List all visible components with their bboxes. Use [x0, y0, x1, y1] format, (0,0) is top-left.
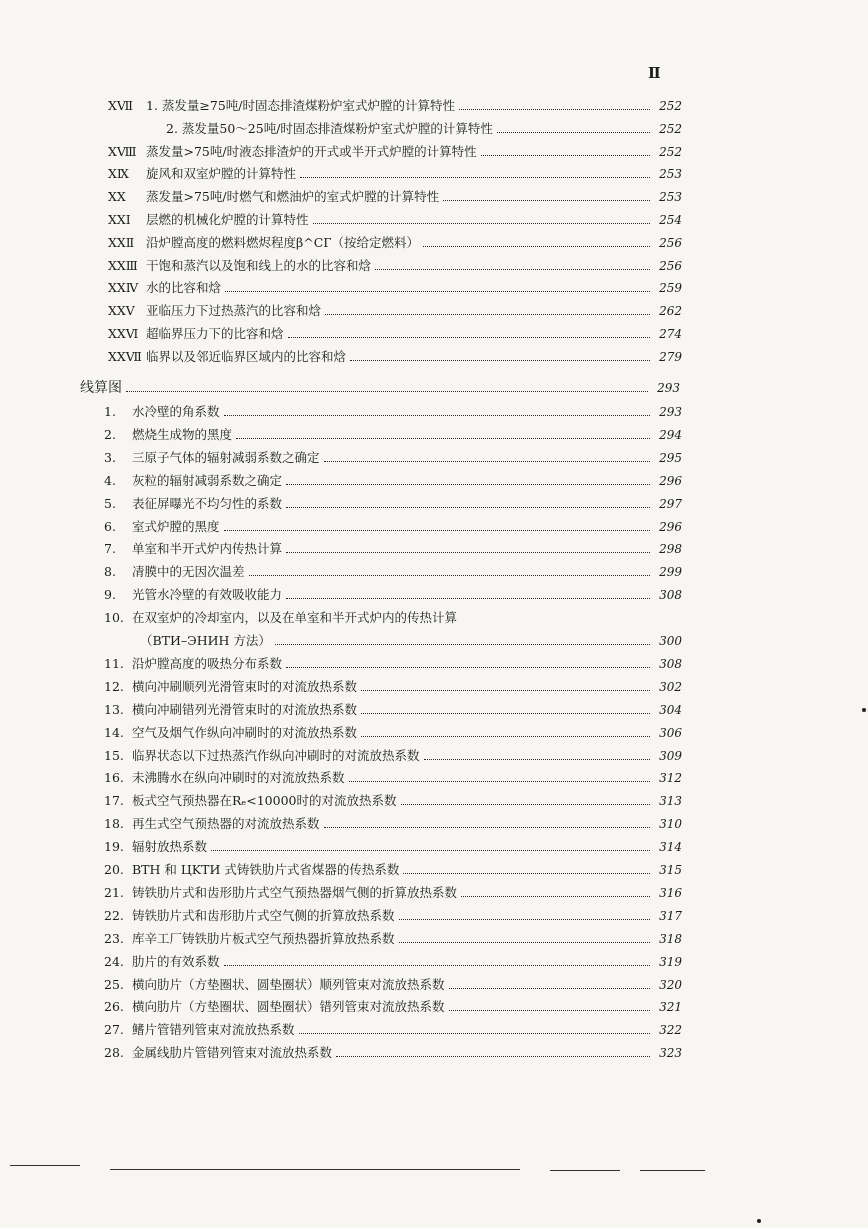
toc-entry-number: XⅦ — [108, 98, 134, 113]
toc-entry-label: 临界以及邻近临界区域内的比容和焓 — [146, 348, 347, 364]
leader-dots — [336, 1036, 650, 1057]
leader-dots — [325, 294, 650, 315]
toc-entry-number: XX — [108, 189, 126, 205]
toc-entry-number: 24. — [104, 953, 124, 969]
leader-dots — [403, 853, 650, 874]
leader-dots — [313, 203, 650, 224]
leader-dots — [224, 510, 650, 531]
toc-entry-label: 室式炉膛的黑度 — [132, 518, 220, 534]
toc-entry-page: 297 — [659, 496, 682, 511]
scan-artifact-line — [550, 1170, 620, 1171]
toc-entry-label: 横向冲刷顺列光滑管束时的对流放热系数 — [132, 678, 358, 694]
toc-entry-page: 302 — [659, 679, 682, 694]
toc-entry-number: XⅧ — [108, 143, 137, 159]
toc-entry-page: 317 — [659, 908, 682, 923]
toc-entry-number: 17. — [104, 793, 124, 809]
toc-entry-number: 27. — [104, 1022, 124, 1038]
toc-entry-label: 蒸发量>75吨/时燃气和燃油炉的室式炉膛的计算特性 — [146, 189, 440, 205]
toc-entry-label: 铸铁肋片式和齿形肋片式空气预热器烟气侧的折算放热系数 — [132, 884, 458, 900]
toc-entry-page: 319 — [659, 954, 682, 969]
toc-entry-page: 304 — [659, 702, 682, 717]
toc-entry-label: 光管水冷壁的有效吸收能力 — [132, 587, 283, 603]
toc-entry-label: 鳍片管错列管束对流放热系数 — [132, 1022, 295, 1038]
toc-entry-number: 26. — [104, 999, 124, 1015]
toc-entry-number: 7. — [104, 541, 116, 557]
leader-dots — [211, 830, 650, 851]
toc-entry-number: 15. — [104, 747, 124, 763]
toc-entry-number: 8. — [104, 564, 116, 580]
toc-entry-number: 16. — [104, 770, 124, 786]
leader-dots — [497, 112, 650, 133]
toc-entry[interactable] — [108, 347, 682, 367]
toc-entry-number: 11. — [104, 655, 124, 671]
leader-dots — [449, 968, 650, 989]
toc-entry-number: XXⅦ — [108, 348, 142, 364]
toc-entry-label: 辐射放热系数 — [132, 839, 208, 855]
toc-entry-label: 在双室炉的冷却室内，以及在单室和半开式炉内的传热计算 — [132, 610, 458, 626]
toc-entry-label: 板式空气预热器在Rₑ<10000时的对流放热系数 — [132, 793, 397, 809]
toc-entry-label: （ВТИ–ЭНИН 方法） — [140, 633, 271, 648]
scan-artifact-line — [10, 1165, 80, 1166]
leader-dots — [324, 441, 650, 462]
toc-entry-page: 279 — [659, 349, 682, 364]
leader-dots — [286, 464, 650, 485]
toc-entry-label: 凊膜中的无因次温差 — [132, 564, 245, 580]
toc-entry-label: 2. 蒸发量50～25吨/时固态排渣煤粉炉室式炉膛的计算特性 — [166, 120, 493, 136]
toc-entry-page: 294 — [659, 427, 682, 442]
leader-dots — [375, 249, 650, 270]
leader-dots — [350, 340, 650, 361]
scan-artifact-line — [110, 1169, 520, 1170]
toc-entry-page: 323 — [659, 1046, 682, 1061]
leader-dots — [300, 157, 650, 178]
toc-entry-label: 亚临压力下过热蒸汽的比容和焓 — [146, 303, 322, 319]
toc-entry-number: 5. — [104, 495, 116, 511]
leader-dots — [286, 487, 650, 508]
toc-entry-number: 23. — [104, 930, 124, 946]
toc-entry-label: 水的比容和焓 — [146, 280, 222, 296]
toc-entry-number: 19. — [104, 839, 124, 855]
toc-entry-number: 4. — [104, 472, 116, 488]
toc-entry-page: 256 — [659, 235, 682, 250]
leader-dots — [401, 784, 651, 805]
toc-entry-label: 单室和半开式炉内传热计算 — [132, 541, 283, 557]
toc-entry-number: 3. — [104, 449, 116, 465]
toc-entry-label: 超临界压力下的比容和焓 — [146, 326, 284, 341]
toc-entry-label: BTH 和 ЦKTИ 式铸铁肋片式省煤器的传热系数 — [132, 862, 400, 877]
toc-entry-page: 298 — [659, 542, 682, 557]
toc-entry-label: 三原子气体的辐射减弱系数之确定 — [132, 449, 320, 465]
toc-entry-number: 28. — [104, 1045, 124, 1061]
toc-entry-page: 252 — [659, 99, 682, 113]
toc-entry-label: 1. 蒸发量≥75吨/时固态排渣煤粉炉室式炉膛的计算特性 — [146, 98, 455, 113]
leader-dots — [399, 899, 650, 920]
toc-entry-label: 蒸发量>75吨/时液态排渣炉的开式或半开式炉膛的计算特性 — [146, 143, 477, 159]
toc-entry-label: 肋片的有效系数 — [132, 953, 220, 969]
toc-entry-label: 水冷壁的角系数 — [132, 404, 220, 419]
toc-entry-page: 308 — [659, 588, 682, 603]
toc-entry-page: 256 — [659, 258, 682, 273]
toc-entry-number: 20. — [104, 862, 124, 877]
leader-dots — [481, 135, 650, 156]
leader-dots — [443, 180, 650, 201]
toc-entry-label: 燃烧生成物的黑度 — [132, 426, 233, 442]
toc-entry-label: 临界状态以下过热蒸汽作纵向冲刷时的对流放热系数 — [132, 747, 420, 763]
toc-entry-page: 312 — [659, 771, 682, 786]
leader-dots — [299, 1013, 650, 1034]
toc-entry-page: 306 — [659, 725, 682, 740]
toc-entry-page: 320 — [659, 977, 682, 992]
leader-dots — [225, 271, 650, 292]
toc-entry-page: 252 — [659, 144, 682, 159]
leader-dots — [275, 624, 650, 645]
leader-dots — [288, 317, 650, 338]
toc-entry-page: 299 — [659, 565, 682, 580]
leader-dots — [126, 371, 648, 392]
toc-entry-label: 灰粒的辐射减弱系数之确定 — [132, 472, 283, 488]
leader-dots — [286, 647, 650, 668]
leader-dots — [236, 418, 650, 439]
leader-dots — [423, 226, 650, 247]
scan-artifact-line — [640, 1170, 705, 1171]
toc-entry-page: 308 — [659, 656, 682, 671]
toc-entry-number: 10. — [104, 610, 124, 626]
toc-entry-label: 空气及烟气作纵向冲刷时的对流放热系数 — [132, 724, 358, 740]
toc-entry-label: 旋风和双室炉膛的计算特性 — [146, 166, 297, 182]
toc-entry-page: 300 — [659, 634, 682, 648]
toc-entry-page: 313 — [659, 794, 682, 809]
leader-dots — [224, 395, 650, 416]
toc-entry-number: 1. — [104, 404, 116, 419]
toc-entry-page: 318 — [659, 931, 682, 946]
toc-entry-page: 274 — [659, 327, 682, 341]
toc-entry-page: 296 — [659, 473, 682, 488]
toc-entry-label: 横向肋片（方垫圈状、圆垫圈状）错列管束对流放热系数 — [132, 999, 445, 1015]
toc-entry-number: 21. — [104, 884, 124, 900]
toc-entry-page: 293 — [659, 405, 682, 419]
leader-dots — [249, 555, 650, 576]
toc-entry-number: XXⅡ — [108, 234, 135, 250]
toc-entry-number: 22. — [104, 907, 124, 923]
toc-entry-page: 296 — [659, 519, 682, 534]
leader-dots — [324, 807, 650, 828]
toc-entry-number: XXⅤ — [108, 303, 135, 319]
nomogram-heading-page: 293 — [657, 381, 680, 395]
toc-entry-number: XXⅣ — [108, 280, 139, 296]
leader-dots — [361, 693, 650, 714]
leader-dots — [449, 990, 650, 1011]
toc-entry-number: 18. — [104, 816, 124, 832]
toc-entry-label: 横向冲刷错列光滑管束时的对流放热系数 — [132, 701, 358, 717]
toc-entry-number: 25. — [104, 976, 124, 992]
scan-speck — [757, 1219, 761, 1223]
toc-entry-label: 未沸腾水在纵向冲刷时的对流放热系数 — [132, 770, 345, 786]
toc-entry-page: 253 — [659, 167, 682, 182]
toc-entry-page: 316 — [659, 885, 682, 900]
leader-dots — [361, 716, 650, 737]
toc-entry-page: 254 — [659, 213, 682, 227]
toc-entry-number: 13. — [104, 701, 124, 717]
toc-entry-label: 沿炉膛高度的吸热分布系数 — [132, 655, 283, 671]
toc-entry-label: 层燃的机械化炉膛的计算特性 — [146, 212, 309, 227]
toc-entry-page: 315 — [659, 863, 682, 877]
leader-dots — [286, 532, 650, 553]
toc-entry-page: 253 — [659, 190, 682, 205]
page-number: Ⅱ — [648, 64, 660, 82]
toc-entry-page: 314 — [659, 840, 682, 855]
toc-entry-number: XXⅠ — [108, 212, 131, 227]
toc-entry-page: 259 — [659, 281, 682, 296]
toc-entry-page: 252 — [659, 121, 682, 136]
toc-entry-number: 14. — [104, 724, 124, 740]
toc-entry-label: 表征屏曝光不均匀性的系数 — [132, 495, 283, 511]
toc-entry-label: 沿炉膛高度的燃料燃烬程度β^СГ（按给定燃料） — [146, 234, 420, 250]
toc-entry-label: 铸铁肋片式和齿形肋片式空气侧的折算放热系数 — [132, 907, 395, 923]
toc-entry-number: 2. — [104, 426, 116, 442]
leader-dots — [361, 670, 650, 691]
leader-dots — [461, 602, 650, 622]
toc-entry-number: 12. — [104, 678, 124, 694]
toc-entry-page: 310 — [659, 817, 682, 832]
toc-entry-number: XⅨ — [108, 166, 129, 182]
toc-entry-number: XXⅥ — [108, 326, 139, 341]
leader-dots — [424, 739, 650, 760]
leader-dots — [349, 761, 650, 782]
toc-entry-label: 横向肋片（方垫圈状、圆垫圈状）顺列管束对流放热系数 — [132, 976, 445, 992]
toc-entry-page: 309 — [659, 748, 682, 763]
toc-entry-label: 金属线肋片管错列管束对流放热系数 — [132, 1045, 333, 1061]
scan-speck — [862, 708, 866, 712]
leader-dots — [399, 922, 650, 943]
toc-entry[interactable] — [104, 1043, 682, 1063]
toc-entry-page: 322 — [659, 1023, 682, 1038]
leader-dots — [224, 945, 650, 966]
toc-entry-number: 9. — [104, 587, 116, 603]
toc-entry-number: XXⅢ — [108, 257, 138, 273]
toc-entry-label: 干饱和蒸汽以及饱和线上的水的比容和焓 — [146, 257, 372, 273]
toc-entry-label: 再生式空气预热器的对流放热系数 — [132, 816, 320, 832]
toc-entry-page: 295 — [659, 450, 682, 465]
nomogram-heading-label: 线算图 — [80, 380, 122, 396]
leader-dots — [461, 876, 650, 897]
toc-entry-page: 321 — [659, 1000, 682, 1015]
toc-entry-number: 6. — [104, 518, 116, 534]
toc-entry-label: 库辛工厂铸铁肋片板式空气预热器折算放热系数 — [132, 930, 395, 946]
leader-dots — [286, 578, 650, 599]
leader-dots — [459, 89, 650, 110]
toc-entry-page: 262 — [659, 304, 682, 319]
